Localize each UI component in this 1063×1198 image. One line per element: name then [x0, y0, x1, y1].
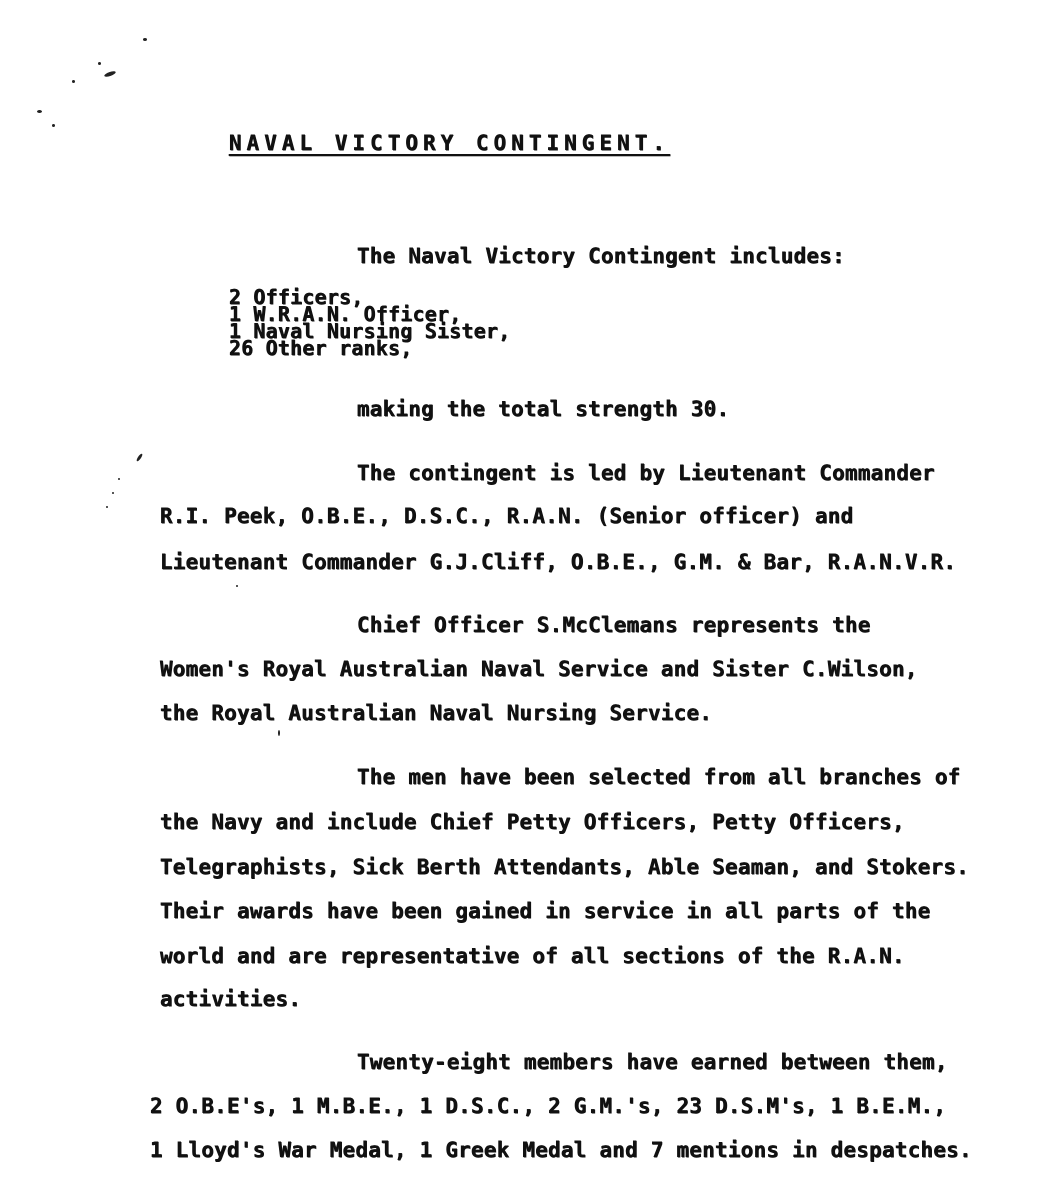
- scan-speck: [236, 585, 238, 587]
- paragraph-line: world and are representative of all sections of the R.A.N.: [160, 944, 905, 968]
- total-strength-line: making the total strength 30.: [357, 397, 730, 421]
- scan-speck: [143, 38, 147, 41]
- list-item: 1 Naval Nursing Sister,: [229, 319, 511, 343]
- scan-speck: [118, 478, 120, 480]
- list-item: 26 Other ranks,: [229, 336, 413, 360]
- list-item: 2 Officers,: [229, 285, 364, 309]
- paragraph-line: 2 O.B.E's, 1 M.B.E., 1 D.S.C., 2 G.M.'s, 23 D.S.M's, 1 B.E.M.,: [150, 1094, 947, 1118]
- paragraph-line: Telegraphists, Sick Berth Attendants, Able Seaman, and Stokers.: [160, 855, 970, 879]
- paragraph-line: Chief Officer S.McClemans represents the: [357, 613, 871, 637]
- paragraph-line: The contingent is led by Lieutenant Commander: [357, 461, 935, 485]
- scan-speck: [278, 730, 280, 736]
- scan-speck: [72, 80, 75, 83]
- scan-speck: [52, 124, 55, 127]
- paragraph-line: the Navy and include Chief Petty Officers, Petty Officers,: [160, 810, 905, 834]
- paragraph-line: The men have been selected from all branches of: [357, 765, 961, 789]
- document-title: NAVAL VICTORY CONTINGENT.: [229, 131, 671, 155]
- scan-speck: [136, 453, 144, 462]
- scan-speck: [112, 492, 114, 494]
- paragraph-line: 1 Lloyd's War Medal, 1 Greek Medal and 7 mentions in despatches.: [150, 1138, 972, 1162]
- paragraph-line: Women's Royal Australian Naval Service and Sister C.Wilson,: [160, 657, 918, 681]
- paragraph-line: Their awards have been gained in service in all parts of the: [160, 899, 931, 923]
- paragraph-line: activities.: [160, 987, 302, 1011]
- paragraph-line: Lieutenant Commander G.J.Cliff, O.B.E., G.M. & Bar, R.A.N.V.R.: [160, 550, 957, 574]
- paragraph-line: R.I. Peek, O.B.E., D.S.C., R.A.N. (Senior officer) and: [160, 504, 854, 528]
- scan-speck: [106, 506, 108, 508]
- scan-speck: [98, 62, 101, 65]
- intro-line: The Naval Victory Contingent includes:: [357, 244, 846, 268]
- paragraph-line: the Royal Australian Naval Nursing Service.: [160, 701, 713, 725]
- list-item: 1 W.R.A.N. Officer,: [229, 302, 462, 326]
- paragraph-line: Twenty-eight members have earned between them,: [357, 1050, 948, 1074]
- scan-speck: [37, 110, 42, 113]
- scan-speck: [104, 70, 117, 78]
